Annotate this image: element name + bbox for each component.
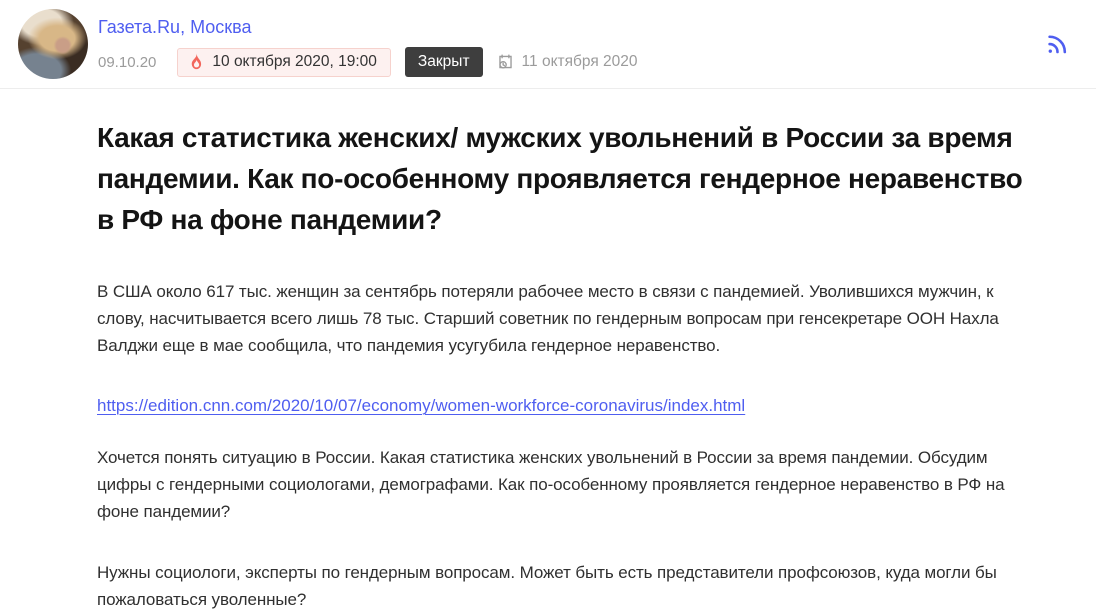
status-closed-button[interactable]: Закрыт — [405, 47, 483, 77]
cnn-article-link[interactable]: https://edition.cnn.com/2020/10/07/economy/women-workforce-coronavirus/index.html — [97, 396, 746, 415]
publish-date-text: 11 октября 2020 — [521, 53, 638, 70]
avatar[interactable] — [18, 9, 88, 79]
flame-icon — [189, 53, 203, 70]
paragraph-statistics: В США около 617 тыс. женщин за сентябрь потеряли рабочее место в связи с пандемией. Уволившихся мужчин, к слову, насчитывается всего лишь 78 тыс. Старший советник по гендерным вопросам при генсекретаре ООН Нахла Валджи еще в мае сообщила, что пандемия усугубила гендерное неравенство. — [97, 282, 999, 355]
paragraph-goal: Хочется понять ситуацию в России. Какая статистика женских увольнений в России за время пандемии. Обсудим цифры с гендерными социологами, демографами. Как по-особенному проявляется гендерное неравенство в РФ на фоне пандемии? — [97, 448, 1005, 521]
rss-icon[interactable] — [1044, 30, 1071, 57]
request-title: Какая статистика женских/ мужских увольнений в России за время пандемии. Как по-особенному проявляется гендерное неравенство в РФ на фоне пандемии? — [97, 122, 1023, 235]
deadline-text: 10 октября 2020, 19:00 — [212, 52, 377, 70]
calendar-clock-icon — [497, 53, 514, 71]
request-body — [0, 89, 1040, 613]
paragraph-experts-needed: Нужны социологи, эксперты по гендерным вопросам. Может быть есть представители профсоюзов, куда могли бы пожаловаться уволенные? — [97, 563, 997, 609]
header-info — [98, 16, 638, 77]
publish-date — [497, 53, 638, 71]
source-link[interactable]: Газета.Ru, Москва — [98, 17, 252, 37]
deadline-badge — [177, 48, 391, 77]
request-header — [0, 0, 1096, 89]
meta-row — [98, 47, 638, 77]
created-date: 09.10.20 — [98, 53, 157, 71]
